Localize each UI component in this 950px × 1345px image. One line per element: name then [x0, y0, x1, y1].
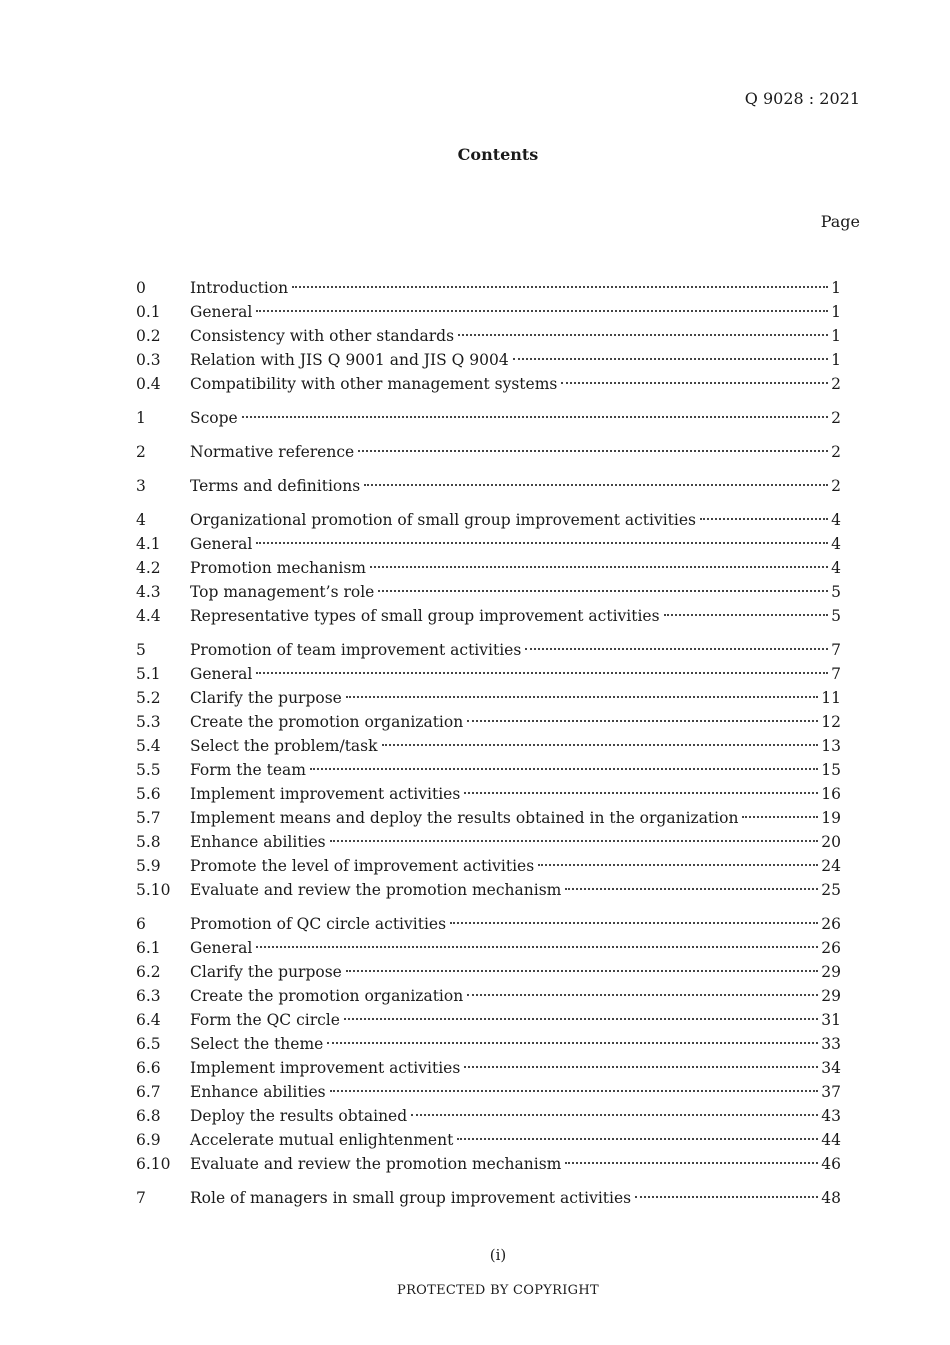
dot-leader: [370, 566, 828, 568]
copyright-notice: PROTECTED BY COPYRIGHT: [397, 1283, 599, 1298]
dot-leader: [256, 672, 828, 674]
toc-page: 34: [821, 1059, 841, 1077]
toc-number: 5.3: [136, 713, 161, 731]
toc-entry[interactable]: [136, 604, 841, 628]
toc-label: Clarify the purpose: [190, 963, 342, 981]
dot-leader: [382, 744, 819, 746]
toc-entry[interactable]: [136, 1104, 841, 1128]
toc-page: 5: [831, 607, 841, 625]
toc-page: 1: [831, 303, 841, 321]
toc-label: Enhance abilities: [190, 833, 326, 851]
toc-number: 5.9: [136, 857, 161, 875]
toc-label: Terms and definitions: [190, 477, 361, 495]
page-title: Contents: [457, 145, 539, 164]
toc-label: Enhance abilities: [190, 1083, 326, 1101]
toc-entry[interactable]: [136, 710, 841, 734]
toc-page: 12: [821, 713, 841, 731]
toc-entry[interactable]: [136, 1186, 841, 1210]
toc-number: 6.3: [136, 987, 161, 1005]
dot-leader: [364, 484, 828, 486]
toc-label: Organizational promotion of small group improvement activities: [190, 511, 696, 529]
toc-number: 6.8: [136, 1107, 161, 1125]
toc-entry[interactable]: [136, 662, 841, 686]
toc-page: 44: [821, 1131, 841, 1149]
toc-page: 2: [831, 375, 841, 393]
toc-page: 29: [821, 987, 841, 1005]
toc-page: 48: [821, 1189, 841, 1207]
toc-page: 1: [831, 279, 841, 297]
toc-entry[interactable]: [136, 686, 841, 710]
toc-number: 6.5: [136, 1035, 161, 1053]
toc-number: 0.2: [136, 327, 161, 345]
toc-page: 46: [821, 1155, 841, 1173]
toc-entry[interactable]: [136, 1128, 841, 1152]
toc-number: 4.3: [136, 583, 161, 601]
dot-leader: [346, 696, 818, 698]
toc-page: 2: [831, 443, 841, 461]
toc-page: 13: [821, 737, 841, 755]
toc-page: 24: [821, 857, 841, 875]
toc-entry[interactable]: [136, 758, 841, 782]
toc-label: Deploy the results obtained: [190, 1107, 408, 1125]
toc-label: Promotion of QC circle activities: [190, 915, 447, 933]
toc-number: 2: [136, 443, 146, 461]
toc-number: 4: [136, 511, 146, 529]
toc-label: Role of managers in small group improvement activities: [190, 1189, 632, 1207]
toc-label: Representative types of small group improvement activities: [190, 607, 660, 625]
toc-label: Create the promotion organization: [190, 713, 464, 731]
dot-leader: [464, 1066, 818, 1068]
toc-label: Top management’s role: [190, 583, 375, 601]
toc-page: 15: [821, 761, 841, 779]
toc-page: 19: [821, 809, 841, 827]
toc-label: General: [190, 939, 253, 957]
dot-leader: [242, 416, 828, 418]
toc-number: 5.1: [136, 665, 161, 683]
toc-label: Create the promotion organization: [190, 987, 464, 1005]
toc-number: 5: [136, 641, 146, 659]
dot-leader: [635, 1196, 818, 1198]
toc-page: 31: [821, 1011, 841, 1029]
toc-label: Relation with JIS Q 9001 and JIS Q 9004: [190, 351, 509, 369]
toc-number: 4.1: [136, 535, 161, 553]
toc-label: Implement improvement activities: [190, 1059, 461, 1077]
dot-leader: [292, 286, 828, 288]
dot-leader: [700, 518, 828, 520]
dot-leader: [513, 358, 828, 360]
toc-entry[interactable]: [136, 1032, 841, 1056]
toc-page: 2: [831, 477, 841, 495]
toc-label: Select the problem/task: [190, 737, 378, 755]
toc-number: 5.2: [136, 689, 161, 707]
toc-entry[interactable]: [136, 474, 841, 498]
toc-number: 1: [136, 409, 146, 427]
toc-page: 29: [821, 963, 841, 981]
toc-label: Evaluate and review the promotion mechanism: [190, 1155, 562, 1173]
toc-entry[interactable]: [136, 782, 841, 806]
toc-entry[interactable]: [136, 1152, 841, 1176]
toc-page: 26: [821, 939, 841, 957]
toc-number: 5.4: [136, 737, 161, 755]
dot-leader: [458, 334, 828, 336]
toc-entry[interactable]: [136, 508, 841, 532]
dot-leader: [525, 648, 828, 650]
toc-label: Promote the level of improvement activities: [190, 857, 535, 875]
dot-leader: [346, 970, 818, 972]
toc-page: 25: [821, 881, 841, 899]
toc-entry[interactable]: [136, 348, 841, 372]
toc-page: 43: [821, 1107, 841, 1125]
dot-leader: [256, 310, 828, 312]
toc-entry[interactable]: [136, 1080, 841, 1104]
toc-entry[interactable]: [136, 372, 841, 396]
toc-entry[interactable]: [136, 830, 841, 854]
dot-leader: [344, 1018, 818, 1020]
page-folio: (i): [489, 1246, 507, 1264]
toc-entry[interactable]: [136, 878, 841, 902]
toc-entry[interactable]: [136, 276, 841, 300]
toc-label: Consistency with other standards: [190, 327, 455, 345]
document-id: Q 9028 : 2021: [744, 89, 860, 108]
toc-page: 1: [831, 351, 841, 369]
toc-label: Scope: [190, 409, 238, 427]
toc-number: 6.6: [136, 1059, 161, 1077]
toc-entry[interactable]: [136, 324, 841, 348]
toc-entry[interactable]: [136, 556, 841, 580]
toc-page: 11: [821, 689, 841, 707]
toc-entry[interactable]: [136, 1008, 841, 1032]
toc-label: General: [190, 303, 253, 321]
toc-page: 37: [821, 1083, 841, 1101]
toc-entry[interactable]: [136, 580, 841, 604]
toc-number: 5.8: [136, 833, 161, 851]
toc-label: General: [190, 665, 253, 683]
toc-number: 0.4: [136, 375, 161, 393]
dot-leader: [742, 816, 818, 818]
page-column-heading: Page: [820, 212, 860, 231]
toc-number: 3: [136, 477, 146, 495]
dot-leader: [358, 450, 828, 452]
toc-page: 5: [831, 583, 841, 601]
toc-label: Compatibility with other management systems: [190, 375, 558, 393]
toc-label: Normative reference: [190, 443, 355, 461]
dot-leader: [411, 1114, 818, 1116]
toc-page: 26: [821, 915, 841, 933]
toc-entry[interactable]: [136, 300, 841, 324]
dot-leader: [457, 1138, 818, 1140]
toc-entry[interactable]: [136, 734, 841, 758]
toc-number: 4.2: [136, 559, 161, 577]
toc-page: 4: [831, 511, 841, 529]
toc-label: Form the QC circle: [190, 1011, 340, 1029]
toc-label: Evaluate and review the promotion mechanism: [190, 881, 562, 899]
dot-leader: [327, 1042, 818, 1044]
dot-leader: [538, 864, 818, 866]
toc-label: Form the team: [190, 761, 306, 779]
dot-leader: [664, 614, 829, 616]
dot-leader: [467, 994, 818, 996]
toc-entry[interactable]: [136, 960, 841, 984]
toc-number: 6: [136, 915, 146, 933]
toc-label: Promotion mechanism: [190, 559, 366, 577]
toc-entry[interactable]: [136, 984, 841, 1008]
toc-number: 0.1: [136, 303, 161, 321]
dot-leader: [378, 590, 828, 592]
toc-label: Implement means and deploy the results obtained in the organization: [190, 809, 739, 827]
toc-number: 6.2: [136, 963, 161, 981]
dot-leader: [310, 768, 818, 770]
dot-leader: [256, 946, 818, 948]
toc-number: 6.4: [136, 1011, 161, 1029]
toc-page: 16: [821, 785, 841, 803]
toc-number: 6.7: [136, 1083, 161, 1101]
toc-entry[interactable]: [136, 532, 841, 556]
toc-entry[interactable]: [136, 912, 841, 936]
dot-leader: [330, 840, 819, 842]
dot-leader: [561, 382, 828, 384]
dot-leader: [467, 720, 818, 722]
toc-number: 7: [136, 1189, 146, 1207]
table-of-contents: [136, 276, 841, 1210]
toc-entry[interactable]: [136, 1056, 841, 1080]
toc-number: 6.10: [136, 1155, 171, 1173]
toc-number: 6.9: [136, 1131, 161, 1149]
toc-label: General: [190, 535, 253, 553]
dot-leader: [565, 1162, 818, 1164]
toc-entry[interactable]: [136, 638, 841, 662]
toc-number: 4.4: [136, 607, 161, 625]
toc-entry[interactable]: [136, 936, 841, 960]
toc-label: Select the theme: [190, 1035, 324, 1053]
toc-label: Accelerate mutual enlightenment: [190, 1131, 454, 1149]
toc-page: 7: [831, 665, 841, 683]
toc-number: 5.7: [136, 809, 161, 827]
dot-leader: [256, 542, 828, 544]
toc-entry[interactable]: [136, 406, 841, 430]
toc-label: Introduction: [190, 279, 289, 297]
toc-number: 5.5: [136, 761, 161, 779]
toc-page: 1: [831, 327, 841, 345]
toc-page: 7: [831, 641, 841, 659]
dot-leader: [330, 1090, 819, 1092]
toc-number: 6.1: [136, 939, 161, 957]
dot-leader: [565, 888, 818, 890]
toc-number: 0.3: [136, 351, 161, 369]
toc-page: 33: [821, 1035, 841, 1053]
toc-page: 20: [821, 833, 841, 851]
dot-leader: [464, 792, 818, 794]
toc-number: 5.6: [136, 785, 161, 803]
toc-label: Implement improvement activities: [190, 785, 461, 803]
toc-entry[interactable]: [136, 806, 841, 830]
toc-number: 5.10: [136, 881, 171, 899]
toc-entry[interactable]: [136, 854, 841, 878]
dot-leader: [450, 922, 818, 924]
toc-label: Promotion of team improvement activities: [190, 641, 522, 659]
toc-page: 4: [831, 559, 841, 577]
toc-page: 2: [831, 409, 841, 427]
toc-label: Clarify the purpose: [190, 689, 342, 707]
toc-page: 4: [831, 535, 841, 553]
toc-entry[interactable]: [136, 440, 841, 464]
toc-number: 0: [136, 279, 146, 297]
